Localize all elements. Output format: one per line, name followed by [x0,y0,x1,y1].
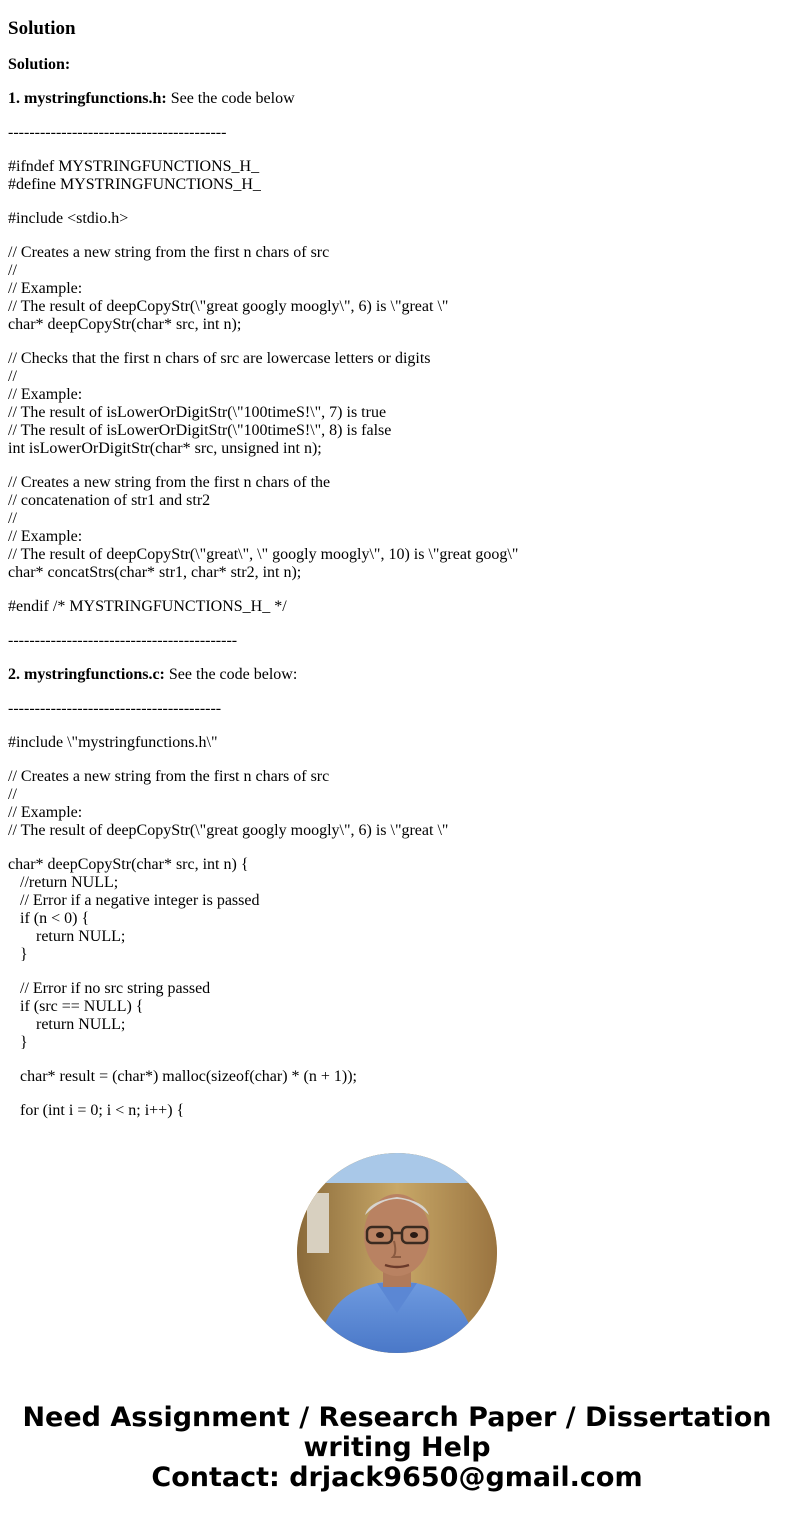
code-line: // [8,262,17,279]
code-line: // The result of isLowerOrDigitStr(\"100timeS!\", 8) is false [8,422,392,439]
code-line: // Example: [8,804,83,821]
code-line: // Example: [8,386,83,403]
section1-separator: ----------------------------------------- [8,124,227,141]
section2-desc: See the code below: [164,666,298,683]
code-line: return NULL; [8,928,126,945]
code-line: #ifndef MYSTRINGFUNCTIONS_H_ [8,158,260,175]
code-line: int isLowerOrDigitStr(char* src, unsigned int n); [8,440,322,457]
section2-separator: ---------------------------------------- [8,700,222,717]
code-block [8,1102,784,1120]
code-block [8,734,784,752]
code-block [8,210,784,228]
section1-header [8,90,784,108]
code-line: char* deepCopyStr(char* src, int n) { [8,856,249,873]
code-line: if (n < 0) { [8,910,90,927]
code-line: #include \"mystringfunctions.h\" [8,734,218,751]
section1-end-separator: ------------------------------------------- [8,632,238,649]
code-line: #define MYSTRINGFUNCTIONS_H_ [8,176,261,193]
header-file-code [8,158,784,616]
code-line: // Checks that the first n chars of src are lowercase letters or digits [8,350,431,367]
solution-content [8,0,784,1122]
footer-line-2: writing Help [303,1432,491,1463]
code-block [8,598,784,616]
code-line: // The result of deepCopyStr(\"great googly moogly\", 6) is \"great \" [8,822,449,839]
code-line: // The result of deepCopyStr(\"great\", \" googly moogly\", 10) is \"great goog\" [8,546,519,563]
code-line: // The result of isLowerOrDigitStr(\"100timeS!\", 7) is true [8,404,387,421]
code-line: #endif /* MYSTRINGFUNCTIONS_H_ */ [8,598,287,615]
code-line: if (src == NULL) { [8,998,144,1015]
author-photo [297,1153,497,1353]
section1-title: 1. mystringfunctions.h: [8,90,167,107]
code-line: return NULL; [8,1016,126,1033]
code-line: // Creates a new string from the first n chars of src [8,768,330,785]
code-block [8,350,784,458]
code-line: char* deepCopyStr(char* src, int n); [8,316,242,333]
code-line: } [8,1034,28,1051]
section2-title: 2. mystringfunctions.c: [8,666,165,683]
code-line: // Error if a negative integer is passed [8,892,260,909]
solution-label: Solution: [8,56,71,73]
code-line: // Creates a new string from the first n chars of the [8,474,331,491]
code-block [8,980,784,1052]
code-block [8,768,784,840]
code-line: // [8,786,17,803]
code-line: // Error if no src string passed [8,980,211,997]
solution-heading: Solution [8,18,76,39]
code-block [8,244,784,334]
code-line: // Example: [8,528,83,545]
footer-line-1: Need Assignment / Research Paper / Dissertation [22,1402,772,1433]
source-file-code [8,734,784,1120]
code-line: char* concatStrs(char* str1, char* str2, int n); [8,564,302,581]
code-line: // The result of deepCopyStr(\"great googly moogly\", 6) is \"great \" [8,298,449,315]
code-block [8,474,784,582]
code-line: // [8,510,17,527]
code-block [8,856,784,964]
code-block [8,1068,784,1086]
footer-contact: Contact: drjack9650@gmail.com [151,1462,643,1493]
code-line: // [8,368,17,385]
code-line: } [8,946,28,963]
code-line: // Example: [8,280,83,297]
code-line: // concatenation of str1 and str2 [8,492,211,509]
code-block [8,158,784,194]
code-line: #include <stdio.h> [8,210,129,227]
code-line: char* result = (char*) malloc(sizeof(char) * (n + 1)); [8,1068,357,1085]
code-line: for (int i = 0; i < n; i++) { [8,1102,185,1119]
footer-promo [0,1403,794,1493]
author-avatar [297,1153,497,1353]
code-line: //return NULL; [8,874,119,891]
code-line: // Creates a new string from the first n chars of src [8,244,330,261]
section1-desc: See the code below [166,90,295,107]
section2-header [8,666,784,684]
